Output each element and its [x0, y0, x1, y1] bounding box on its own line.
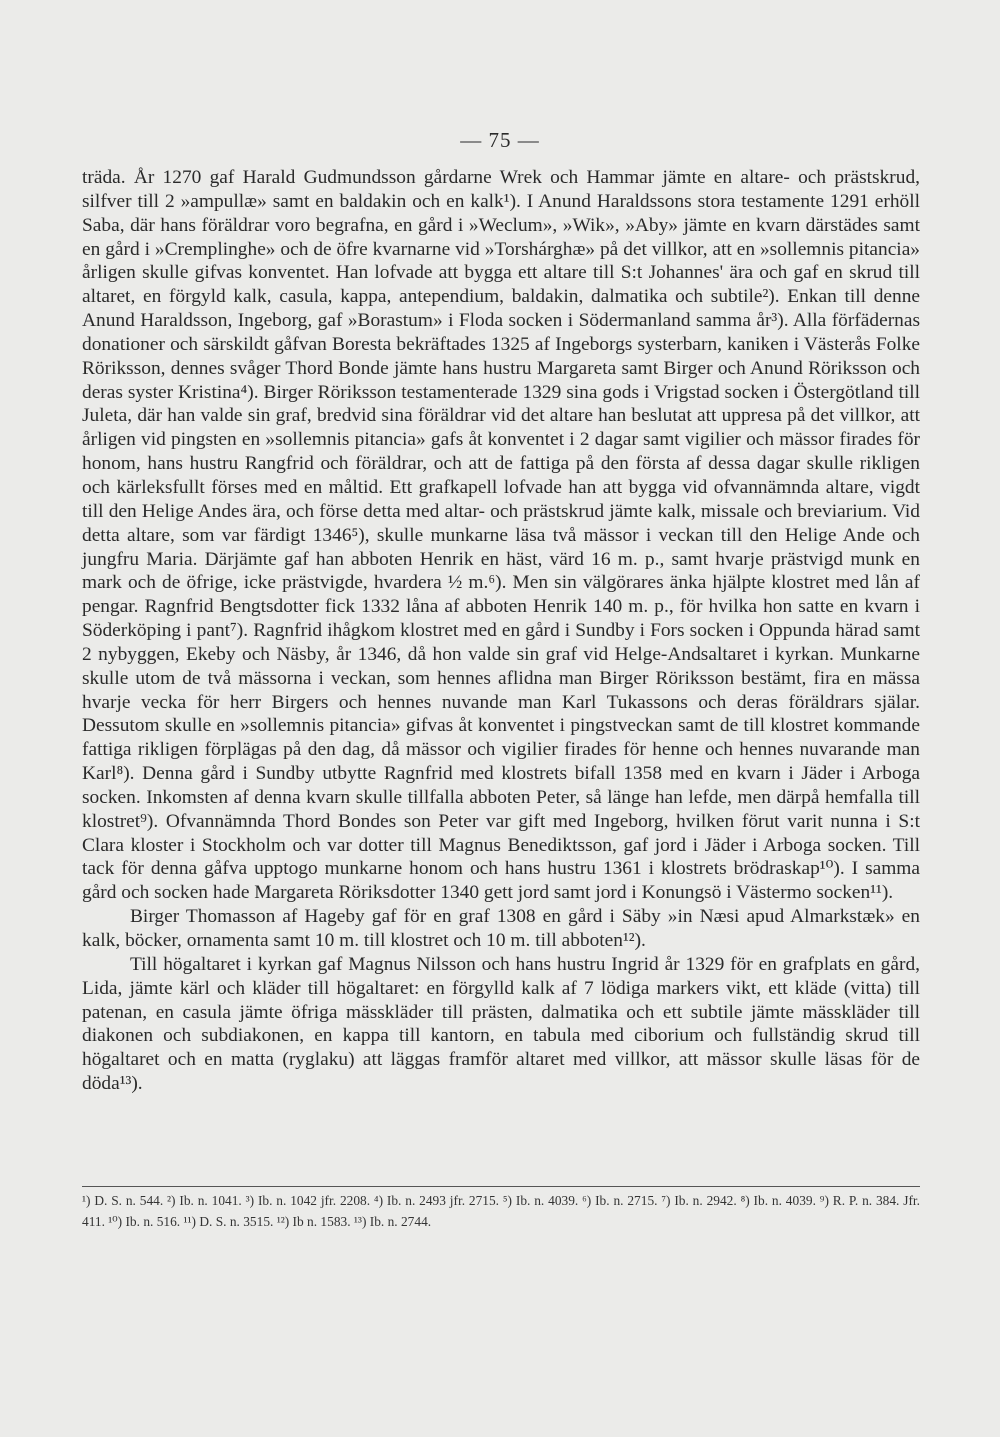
- paragraph: Till högaltaret i kyrkan gaf Magnus Nilsson och hans hustru Ingrid år 1329 för en grafplats en gård, Lida, jämte kärl och kläder till högaltaret: en förgylld kalk af 7 lödiga markers vikt, ett kläde (vitta) till patenan, en casula jämte öfriga mässkläder till prästen, dalmatika och ett subtile jämte mässkläder till diakonen och subdiakonen, en kappa till kantorn, en tabula med ciborium och fullständig skrud till högaltaret och en matta (ryglaku) att läggas framför altaret med villkor, att mässor skulle läsas för de döda¹³).: [82, 953, 920, 1095]
- paragraph: Birger Thomasson af Hageby gaf för en graf 1308 en gård i Säby »in Næsi apud Almarkstæk» en kalk, böcker, ornamenta samt 10 m. till klostret och 10 m. till abboten¹²).: [82, 906, 920, 951]
- footnote-list: ¹) D. S. n. 544. ²) Ib. n. 1041. ³) Ib. n. 1042 jfr. 2208. ⁴) Ib. n. 2493 jfr. 2715. ⁵) Ib. n. 4039. ⁶) Ib. n. 2715. ⁷) Ib. n. 2942. ⁸) Ib. n. 4039. ⁹) R. P. n. 384. Jfr. 411. ¹⁰) Ib. n. 516. ¹¹) D. S. n. 3515. ¹²) Ib n. 1583. ¹³) Ib. n. 2744.: [82, 1193, 920, 1229]
- page-number: — 75 —: [460, 128, 540, 152]
- footnotes: [82, 1191, 920, 1232]
- footnote-divider: [82, 1186, 920, 1187]
- body-text: [82, 166, 920, 1096]
- paragraph: träda. År 1270 gaf Harald Gudmundsson gårdarne Wrek och Hammar jämte en altare- och prästskrud, silfver till 2 »ampullæ» samt en baldakin och en kalk¹). I Anund Haraldssons stora testamente 1291 erhöll Saba, där hans föräldrar voro begrafna, en gård i »Weclum», »Wik», »Aby» jämte en kvarn därstädes samt en gård i »Cremplinghe» och de öfre kvarnarne vid »Torshárghæ» på det villkor, att en »sollemnis pitancia» årligen skulle gifvas konventet. Han lofvade att bygga ett altare till S:t Johannes' ära och gaf en skrud till altaret, en förgyld kalk, casula, kappa, antependium, baldakin, dalmatika och subtile²). Enkan till denne Anund Haraldsson, Ingeborg, gaf »Borastum» i Floda socken i Södermanland samma år³). Alla förfädernas donationer och särskildt gåfvan Boresta bekräftades 1325 af Ingeborgs systerbarn, kaniken i Västerås Folke Röriksson, dennes svåger Thord Bonde jämte hans hustru Margareta samt Birger och Anund Röriksson och deras syster Kristina⁴). Birger Röriksson testamenterade 1329 sina gods i Vrigstad socken i Östergötland till Juleta, där han valde sin graf, bredvid sina föräldrar vid det altare han beslutat att uppresa på det villkor, att årligen vid pingsten en »sollemnis pitancia» gafs åt konventet i 2 dagar samt vigilier och mässor firades för honom, hans hustru Rangfrid och föräldrar, och att de fattiga på den första af dessa dagar skulle rikligen och kärleksfullt förses med en måltid. Ett grafkapell lofvade han att bygga vid ofvannämnda altare, vigdt till den Helige Andes ära, och förse detta med altar- och prästskrud jämte kalk, missale och breviarium. Vid detta altare, som var färdigt 1346⁵), skulle munkarne läsa två mässor i veckan till den Helige Ande och jungfru Maria. Därjämte gaf han abboten Henrik en häst, värd 16 m. p., samt hvarje prästvigd munk en mark och de öfrige, icke prästvigde, hvardera ½ m.⁶). Men sin välgörares änka hjälpte klostret med lån af pengar. Ragnfrid Bengtsdotter fick 1332 låna af abboten Henrik 140 m. p., för hvilka hon satte en kvarn i Söderköping i pant⁷). Ragnfrid ihågkom klostret med en gård i Sundby i Fors socken i Oppunda härad samt 2 nybyggen, Ekeby och Näsby, år 1346, då hon valde sin graf vid Helge-Andsaltaret i kyrkan. Munkarne skulle utom de två mässorna i veckan, som hennes aflidna man Birger Röriksson bestämt, fira en mässa hvarje vecka för herr Birgers och hennes nuvande man Karl Tukassons och deras föräldrars själar. Dessutom skulle en »sollemnis pitancia» gifvas åt konventet i pingstveckan samt de till klostret kommande fattiga rikligen förplägas på den dag, då mässor och vigilier firades för henne och hennes nuvarande man Karl⁸). Denna gård i Sundby utbytte Ragnfrid med klostrets bifall 1358 med en kvarn i Jäder i Arboga socken. Inkomsten af denna kvarn skulle tillfalla abboten Peter, så länge han lefde, men därpå hemfalla till klostret⁹). Ofvannämnda Thord Bondes son Peter var gift med Ingeborg, hvilken förut varit nunna i S:t Clara kloster i Stockholm och var dotter till Magnus Benediktsson, gaf jord i Jäder i Arboga socken. Till tack för denna gåfva upptogo munkarne honom och hans hustru 1361 i klostrets brödraskap¹⁰). I samma gård och socken hade Margareta Röriksdotter 1340 gett jord samt jord i Konungsö i Västermo socken¹¹).: [82, 167, 920, 904]
